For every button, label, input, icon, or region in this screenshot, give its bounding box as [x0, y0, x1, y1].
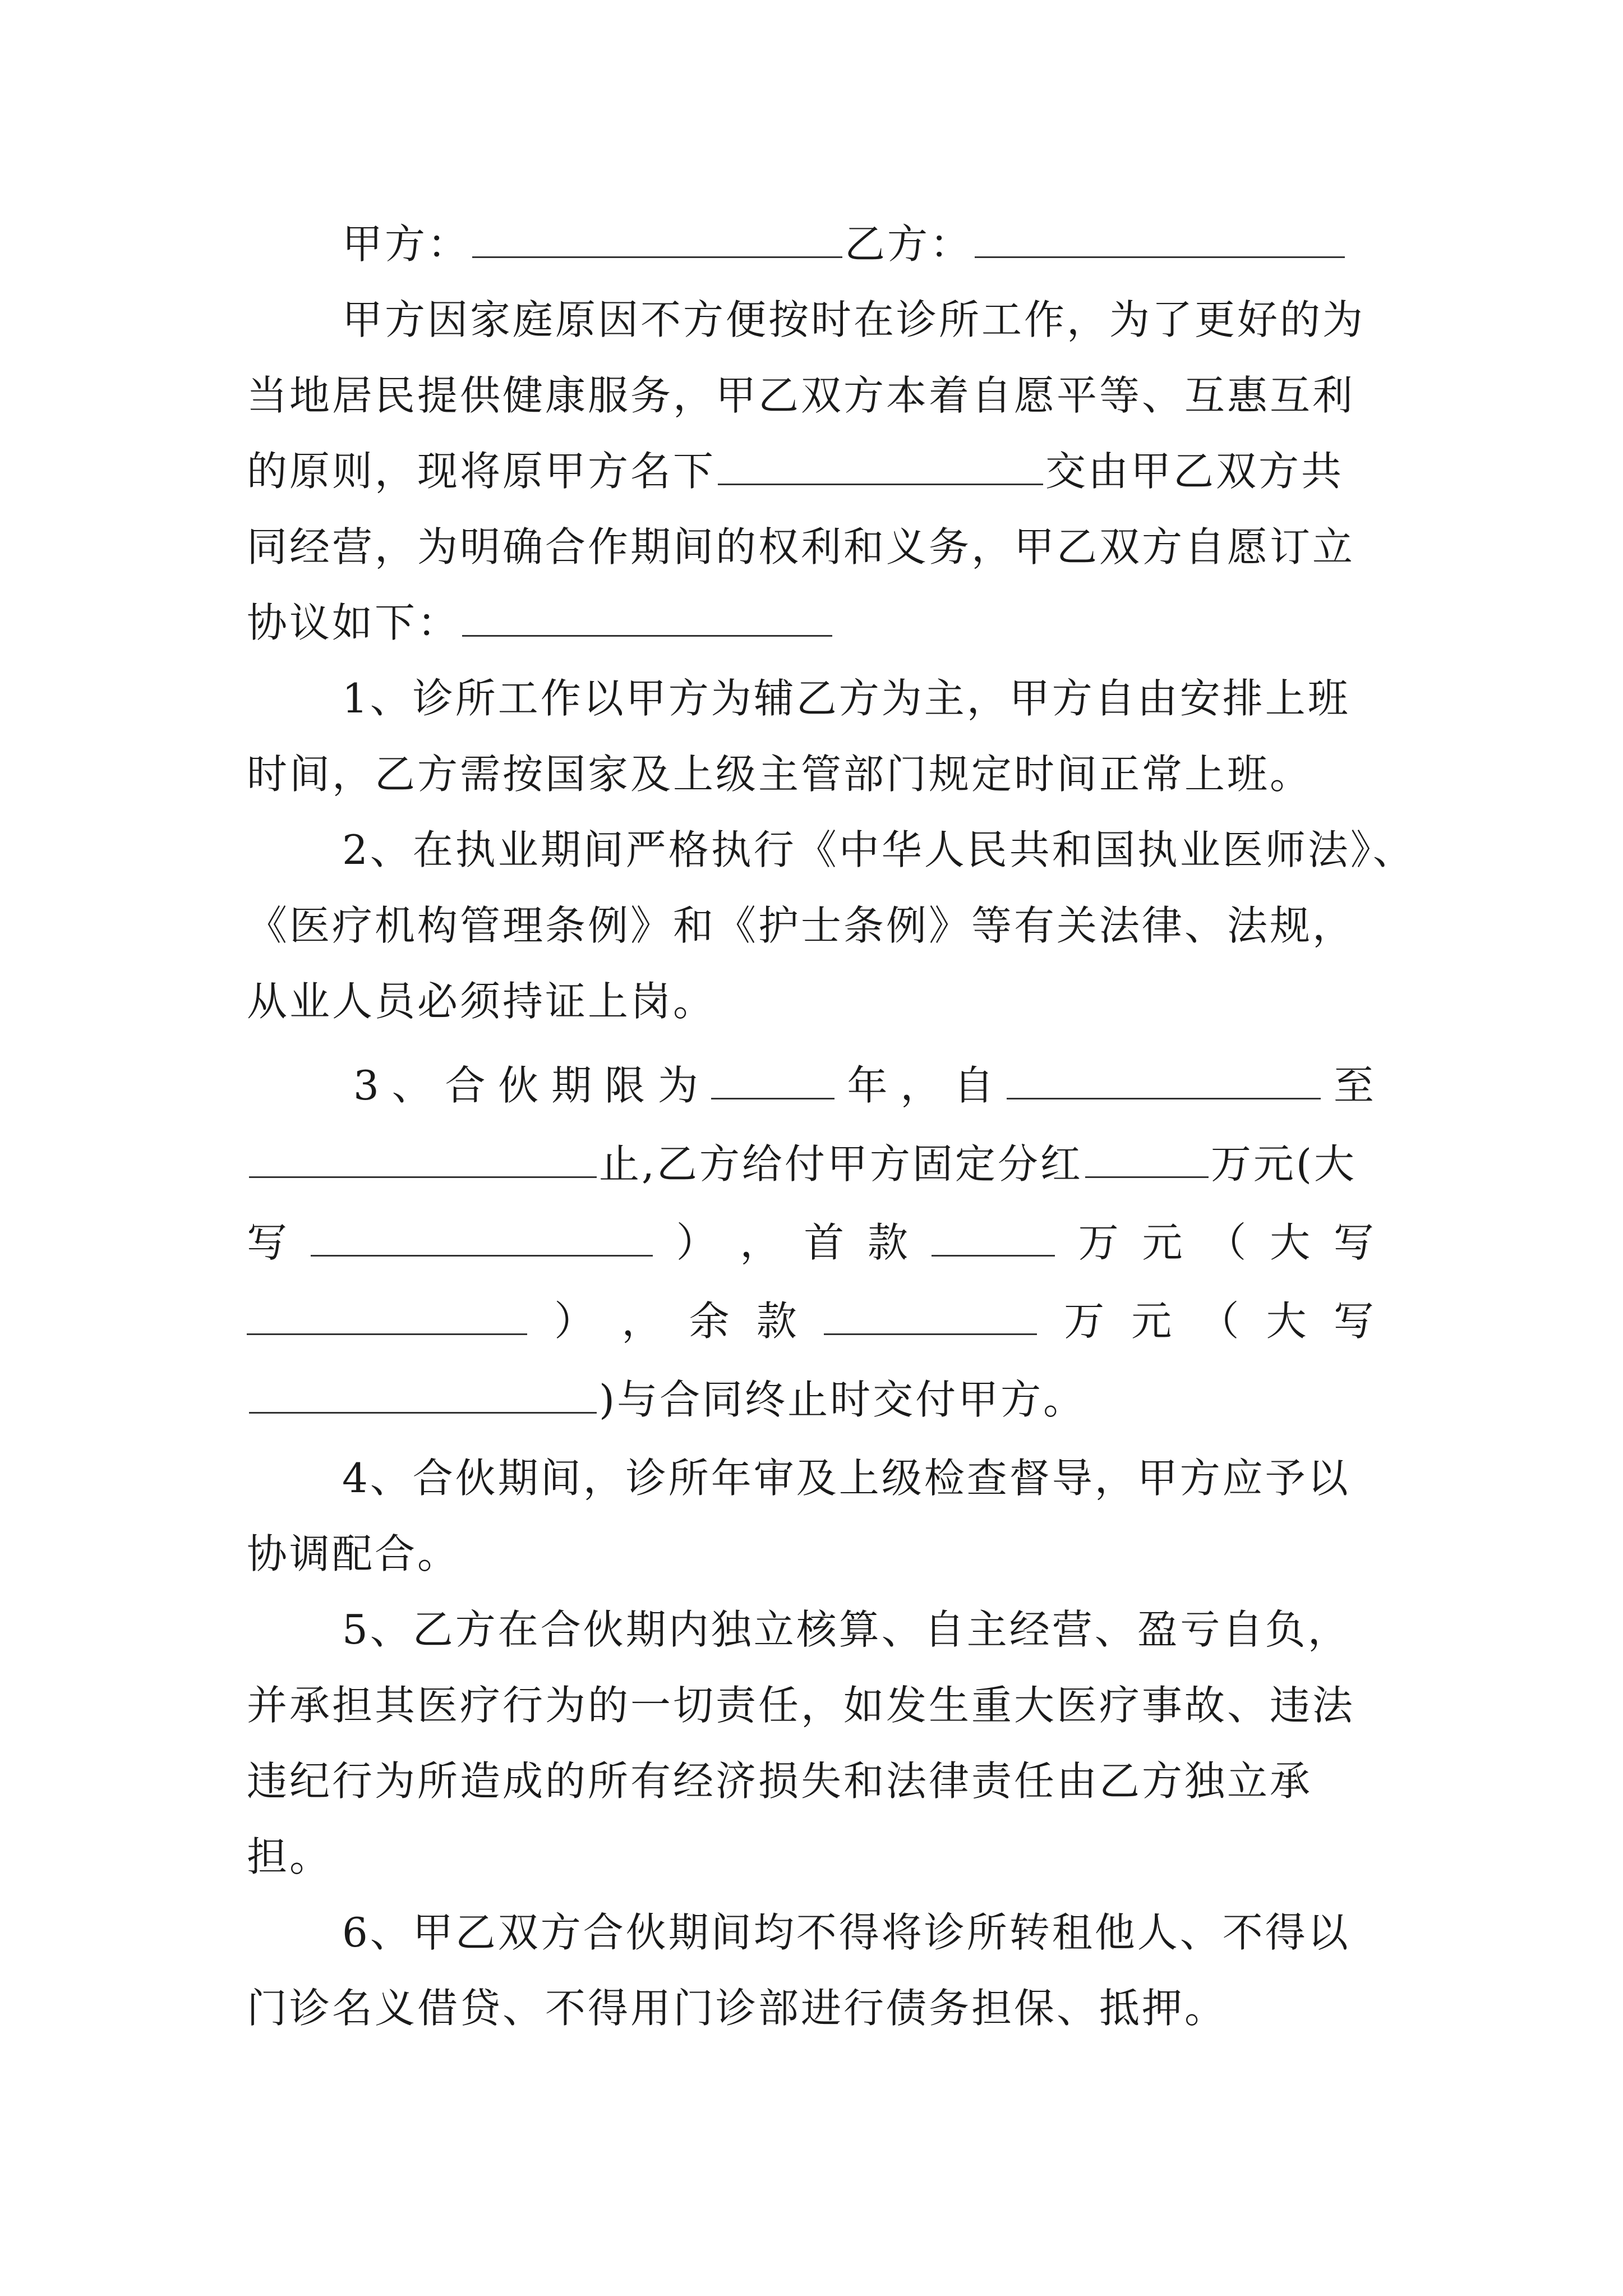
clause3-char: 余 — [689, 1297, 730, 1345]
clause3-char: 合 — [445, 1062, 486, 1109]
clause3-char: 元 — [1131, 1297, 1172, 1345]
clause3-text-2a: 止,乙方给付甲方固定分红 — [599, 1140, 1083, 1188]
agreement-blank[interactable] — [462, 595, 832, 637]
clause4-line-1: 4、合伙期间，诊所年审及上级检查督导，甲方应予以 — [342, 1455, 1350, 1502]
clause3-char: 期 — [551, 1062, 592, 1109]
clause3-char: 限 — [605, 1062, 645, 1109]
clause2-line-1: 2、在执业期间严格执行《中华人民共和国执业医师法》、 — [342, 826, 1415, 873]
preamble-line-1: 甲方因家庭原因不方便按时在诊所工作，为了更好的为 — [342, 296, 1366, 343]
dividend-capital-blank[interactable] — [311, 1214, 653, 1257]
clause3-sep: 、 — [391, 1062, 432, 1109]
clause5-line-3: 违纪行为所造成的所有经济损失和法律责任由乙方独立承 — [247, 1757, 1313, 1805]
party-b-blank[interactable] — [975, 216, 1345, 258]
clause3-char: 首 — [804, 1219, 845, 1266]
clause3-text-5: )与合同终止时交付甲方。 — [599, 1376, 1086, 1423]
clause6-line-1: 6、甲乙双方合伙期间均不得将诊所转租他人、不得以 — [342, 1909, 1350, 1956]
property-name-blank[interactable] — [718, 443, 1043, 485]
clause3-char: 写 — [1333, 1219, 1374, 1266]
clause3-line-2 — [247, 1136, 1357, 1192]
clause3-char: 款 — [756, 1297, 797, 1345]
clause3-number: 3 — [353, 1062, 379, 1109]
clause3-char: 元 — [1142, 1219, 1183, 1266]
preamble-text-5: 协议如下： — [247, 599, 460, 646]
clause3-char: ， — [740, 1219, 781, 1266]
party-b-label: 乙方： — [845, 220, 973, 268]
clause3-text-2b: 万元(大 — [1210, 1140, 1357, 1188]
clause6-line-2: 门诊名义借贷、不得用门诊部进行债务担保、抵押。 — [247, 1985, 1228, 2032]
start-date-blank[interactable] — [1007, 1057, 1321, 1099]
clause3-char: 大 — [1266, 1297, 1307, 1345]
term-years-blank[interactable] — [711, 1057, 834, 1099]
clause3-char: ， — [900, 1062, 941, 1109]
clause3-char: 至 — [1333, 1062, 1374, 1109]
clause5-line-1: 5、乙方在合伙期内独立核算、自主经营、盈亏自负， — [342, 1606, 1350, 1653]
clause5-line-2: 并承担其医疗行为的一切责任，如发生重大医疗事故、违法 — [247, 1682, 1355, 1729]
clause3-char: ， — [621, 1297, 662, 1345]
clause3-char: 自 — [953, 1062, 994, 1109]
preamble-line-4: 同经营，为明确合作期间的权利和义务，甲乙双方自愿订立 — [247, 523, 1355, 570]
clause2-line-2: 《医疗机构管理条例》和《护士条例》等有关法律、法规， — [247, 902, 1355, 949]
clause3-char: 万 — [1078, 1219, 1119, 1266]
dividend-amount-blank[interactable] — [1085, 1136, 1209, 1178]
clause3-char: 大 — [1270, 1219, 1311, 1266]
clause1-line-2: 时间，乙方需按国家及上级主管部门规定时间正常上班。 — [247, 751, 1313, 798]
clause1-line-1: 1、诊所工作以甲方为辅乙方为主，甲方自由安排上班 — [342, 675, 1350, 722]
preamble-text-3b: 交由甲乙双方共 — [1045, 448, 1344, 495]
preamble-line-2: 当地居民提供健康服务，甲乙双方本着自愿平等、互惠互利 — [247, 372, 1355, 419]
clause3-char: （ — [1206, 1219, 1247, 1266]
preamble-line-5 — [247, 595, 834, 651]
clause3-char: 伙 — [498, 1062, 539, 1109]
clause3-char: ） — [676, 1219, 717, 1266]
clause3-char: ） — [554, 1297, 595, 1345]
balance-amount-blank[interactable] — [824, 1293, 1037, 1335]
clause3-char: 写 — [247, 1219, 288, 1266]
clause3-char: 为 — [657, 1062, 698, 1109]
clause3-char: 年 — [847, 1062, 888, 1109]
down-payment-capital-blank[interactable] — [247, 1293, 527, 1335]
clause3-line-5 — [247, 1372, 1086, 1428]
clause3-line-3 — [247, 1214, 1374, 1271]
clause3-char: 万 — [1064, 1297, 1105, 1345]
party-line — [342, 216, 1347, 272]
preamble-line-3 — [247, 443, 1344, 499]
clause3-line-1 — [353, 1057, 1374, 1114]
clause3-char: 款 — [868, 1219, 909, 1266]
party-a-blank[interactable] — [472, 216, 842, 258]
clause2-line-3: 从业人员必须持证上岗。 — [247, 978, 716, 1025]
clause5-line-4: 担。 — [247, 1833, 333, 1880]
balance-capital-blank[interactable] — [249, 1372, 597, 1414]
clause4-line-2: 协调配合。 — [247, 1530, 460, 1577]
end-date-blank[interactable] — [249, 1136, 597, 1178]
clause3-char: 写 — [1333, 1297, 1374, 1345]
party-a-label: 甲方： — [342, 220, 471, 268]
clause3-line-4 — [247, 1293, 1374, 1349]
down-payment-blank[interactable] — [932, 1214, 1055, 1257]
preamble-text-3a: 的原则，现将原甲方名下 — [247, 448, 716, 495]
clause3-char: （ — [1198, 1297, 1239, 1345]
